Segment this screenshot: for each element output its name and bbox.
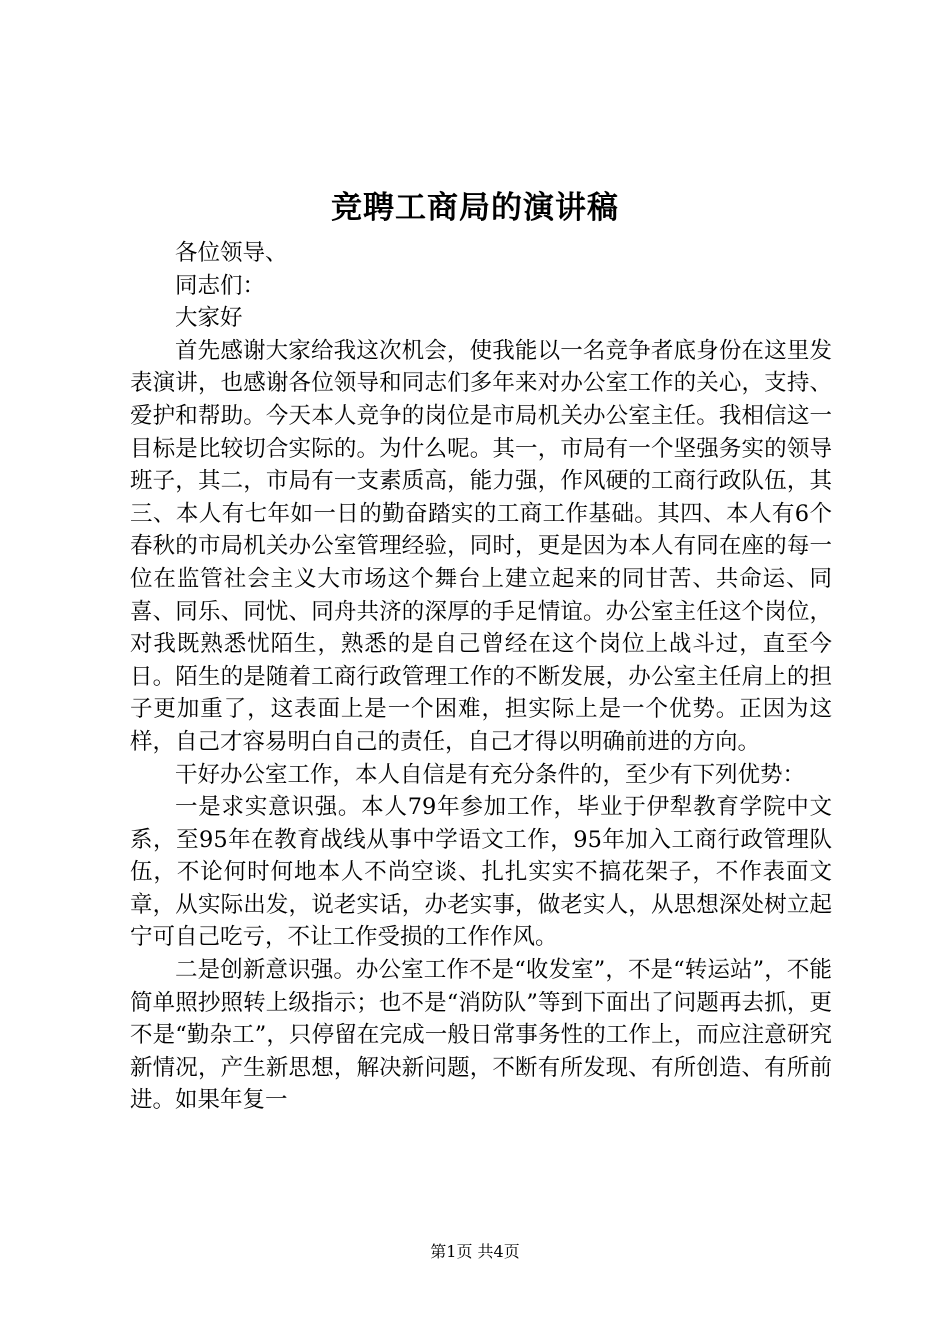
paragraph-introduction: 首先感谢大家给我这次机会，使我能以一名竞争者底身份在这里发表演讲，也感谢各位领导和同志们多年来对办公室工作的关心，支持、爱护和帮助。今天本人竞争的岗位是市局机关办公室主任。我相信这一目标是比较切合实际的。为什么呢。其一，市局有一个坚强务实的领导班子，其二，市局有一支素质高，能力强，作风硬的工商行政队伍，其三、本人有七年如一日的勤奋踏实的工商工作基础。其四、本人有6个春秋的市局机关办公室管理经验，同时，更是因为本人有同在座的每一位在监管社会主义大市场这个舞台上建立起来的同甘苦、共命运、同喜、同乐、同忧、同舟共济的深厚的手足情谊。办公室主任这个岗位，对我既熟悉忧陌生，熟悉的是自己曾经在这个岗位上战斗过，直至今日。陌生的是随着工商行政管理工作的不断发展，办公室主任肩上的担子更加重了，这表面上是一个困难，担实际上是一个优势。正因为这样，自己才容易明白自己的责任，自己才得以明确前进的方向。 xyxy=(130,337,832,755)
document-body xyxy=(130,237,832,1117)
paragraph-salutation-leaders: 各位领导、 xyxy=(175,240,288,266)
document-title: 竞聘工商局的演讲稿 xyxy=(331,190,619,226)
paragraph-advantage-one: 一是求实意识强。本人79年参加工作，毕业于伊犁教育学院中文系，至95年在教育战线从事中学语文工作，95年加入工商行政管理队伍，不论何时何地本人不尚空谈、扎扎实实不搞花架子，不作表面文章，从实际出发，说老实话，办老实事，做老实人，从思想深处树立起宁可自己吃亏，不让工作受损的工作作风。 xyxy=(130,794,832,951)
paragraph-advantage-two: 二是创新意识强。办公室工作不是“收发室”，不是“转运站”，不能简单照抄照转上级指示；也不是“消防队”等到下面出了问题再去抓，更不是“勤杂工”，只停留在完成一般日常事务性的工作上，而应注意研究新情况，产生新思想，解决新问题，不断有所发现、有所创造、有所前进。如果年复一 xyxy=(130,957,832,1114)
paragraph-salutation-comrades: 同志们： xyxy=(175,272,266,299)
paragraph-greeting: 大家好 xyxy=(175,305,243,332)
page-number-footer: 第1页 共4页 xyxy=(430,1242,520,1261)
paragraph-advantages-intro: 干好办公室工作，本人自信是有充分条件的，至少有下列优势： xyxy=(175,761,806,788)
